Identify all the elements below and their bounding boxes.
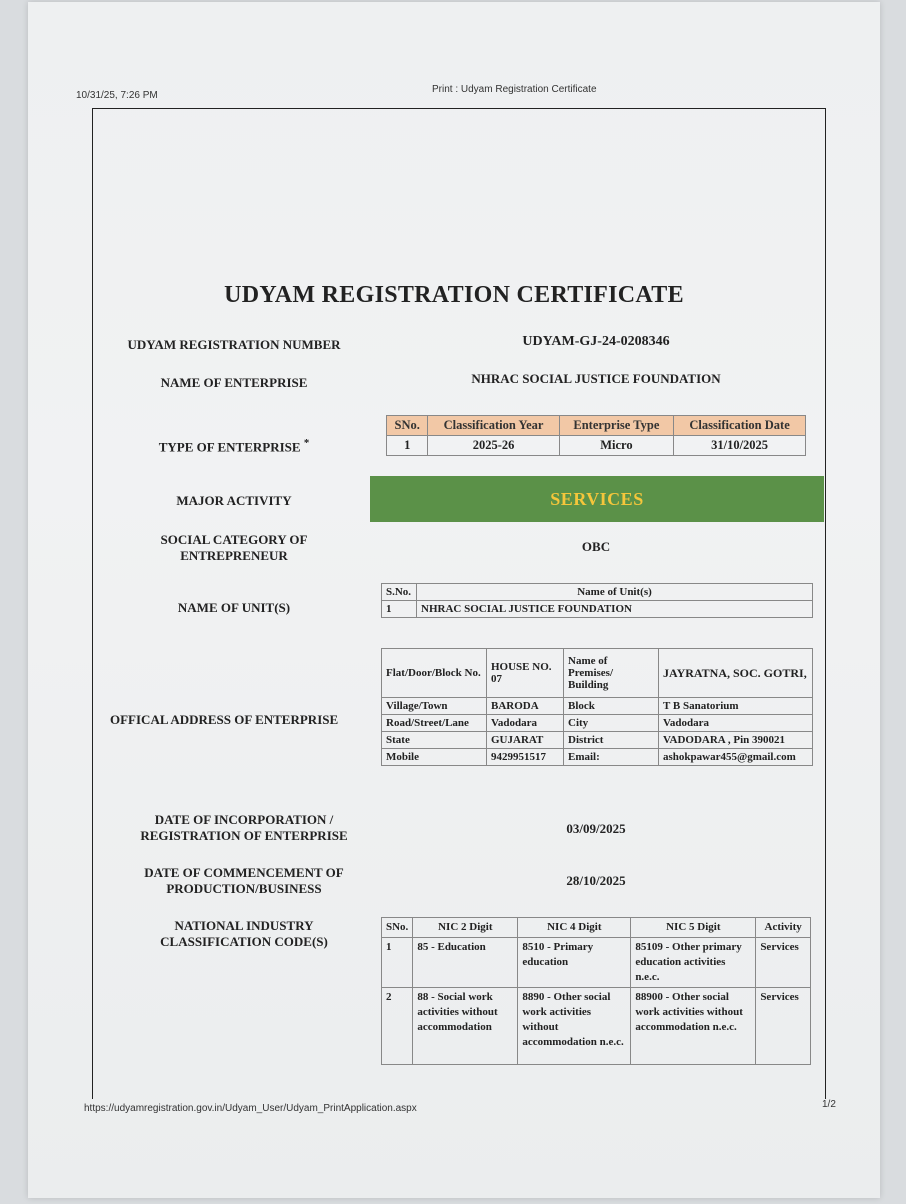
nic-label-line2: CLASSIFICATION CODE(S) <box>160 934 328 949</box>
table-row <box>387 436 806 456</box>
cell: 31/10/2025 <box>674 436 806 456</box>
certificate-title: UDYAM REGISTRATION CERTIFICATE <box>224 282 684 308</box>
incorporation-label-line2: REGISTRATION OF ENTERPRISE <box>140 828 348 843</box>
table-row <box>382 649 813 698</box>
commencement-label <box>94 865 394 897</box>
table-row <box>382 698 813 715</box>
enterprise-name-value: NHRAC SOCIAL JUSTICE FOUNDATION <box>471 371 721 386</box>
mobile-label: Mobile <box>382 749 487 766</box>
table-row <box>382 749 813 766</box>
asterisk-mark: * <box>303 437 310 449</box>
reg-number-value: UDYAM-GJ-24-0208346 <box>522 334 670 349</box>
social-category-label-line1: SOCIAL CATEGORY OF <box>160 532 308 547</box>
units-table <box>381 583 813 618</box>
block-value: T B Sanatorium <box>659 698 813 715</box>
col-nic5: NIC 5 Digit <box>631 918 756 938</box>
social-category-value: OBC <box>581 539 611 554</box>
enterprise-type-table <box>386 415 806 456</box>
col-nic2: NIC 2 Digit <box>413 918 518 938</box>
block-label: Block <box>564 698 659 715</box>
col-class-date: Classification Date <box>674 416 806 436</box>
major-activity-label: MAJOR ACTIVITY <box>176 493 292 508</box>
col-sno: SNo. <box>382 918 413 938</box>
district-label: District <box>564 732 659 749</box>
cell: Services <box>756 988 811 1065</box>
address-label: OFFICAL ADDRESS OF ENTERPRISE <box>110 712 339 727</box>
cell: 2025-26 <box>428 436 559 456</box>
incorporation-label <box>94 812 394 844</box>
village-value: BARODA <box>487 698 564 715</box>
road-value: Vadodara <box>487 715 564 732</box>
mobile-value: 9429951517 <box>487 749 564 766</box>
reg-number-label: UDYAM REGISTRATION NUMBER <box>127 337 341 352</box>
table-row <box>382 988 811 1065</box>
cell: 8890 - Other social work activities without accommodation n.e.c. <box>518 988 631 1065</box>
commencement-label-line1: DATE OF COMMENCEMENT OF <box>144 865 344 880</box>
print-title: Print : Udyam Registration Certificate <box>432 84 597 95</box>
cell: Micro <box>559 436 674 456</box>
premises-value: JAYRATNA, SOC. GOTRI, <box>659 649 813 698</box>
table-row <box>382 938 811 988</box>
col-sno: S.No. <box>382 584 417 601</box>
col-sno: SNo. <box>387 416 428 436</box>
col-unit-name: Name of Unit(s) <box>417 584 813 601</box>
col-enterprise-type: Enterprise Type <box>559 416 674 436</box>
email-value: ashokpawar455@gmail.com <box>659 749 813 766</box>
nic-label <box>94 918 394 950</box>
city-label: City <box>564 715 659 732</box>
cell: 8510 - Primary education <box>518 938 631 988</box>
table-header-row <box>387 416 806 436</box>
col-activity: Activity <box>756 918 811 938</box>
cell: 1 <box>382 938 413 988</box>
table-row <box>382 715 813 732</box>
incorporation-date: 03/09/2025 <box>566 821 626 836</box>
city-value: Vadodara <box>659 715 813 732</box>
flat-label: Flat/Door/Block No. <box>382 649 487 698</box>
cell: 1 <box>387 436 428 456</box>
table-row <box>382 732 813 749</box>
units-label: NAME OF UNIT(S) <box>177 600 291 615</box>
cell: 2 <box>382 988 413 1065</box>
print-url: https://udyamregistration.gov.in/Udyam_User/Udyam_PrintApplication.aspx <box>84 1103 417 1114</box>
cell: 88 - Social work activities without accommodation <box>413 988 518 1065</box>
nic-table <box>381 917 811 1065</box>
print-datetime: 10/31/25, 7:26 PM <box>76 90 158 101</box>
major-activity-banner: SERVICES <box>370 476 824 522</box>
cell: NHRAC SOCIAL JUSTICE FOUNDATION <box>417 601 813 618</box>
cell: 85109 - Other primary education activities n.e.c. <box>631 938 756 988</box>
social-category-label <box>94 532 374 564</box>
page-number: 1/2 <box>822 1099 836 1110</box>
col-class-year: Classification Year <box>428 416 559 436</box>
enterprise-name-label: NAME OF ENTERPRISE <box>160 375 308 390</box>
state-value: GUJARAT <box>487 732 564 749</box>
address-table <box>381 648 813 766</box>
social-category-label-line2: ENTREPRENEUR <box>180 548 288 563</box>
commencement-label-line2: PRODUCTION/BUSINESS <box>166 881 322 896</box>
commencement-date: 28/10/2025 <box>566 873 626 888</box>
email-label: Email: <box>564 749 659 766</box>
enterprise-type-label-text: TYPE OF ENTERPRISE <box>158 439 301 455</box>
cell: Services <box>756 938 811 988</box>
col-nic4: NIC 4 Digit <box>518 918 631 938</box>
enterprise-type-label <box>94 435 374 455</box>
village-label: Village/Town <box>382 698 487 715</box>
table-header-row <box>382 918 811 938</box>
road-label: Road/Street/Lane <box>382 715 487 732</box>
table-header-row <box>382 584 813 601</box>
state-label: State <box>382 732 487 749</box>
table-row <box>382 601 813 618</box>
incorporation-label-line1: DATE OF INCORPORATION / <box>154 812 334 827</box>
cell: 1 <box>382 601 417 618</box>
premises-label: Name of Premises/ Building <box>564 649 659 698</box>
printed-page <box>28 2 880 1198</box>
district-value: VADODARA , Pin 390021 <box>659 732 813 749</box>
flat-value: HOUSE NO. 07 <box>487 649 564 698</box>
cell: 85 - Education <box>413 938 518 988</box>
cell: 88900 - Other social work activities without accommodation n.e.c. <box>631 988 756 1065</box>
nic-label-line1: NATIONAL INDUSTRY <box>174 918 314 933</box>
